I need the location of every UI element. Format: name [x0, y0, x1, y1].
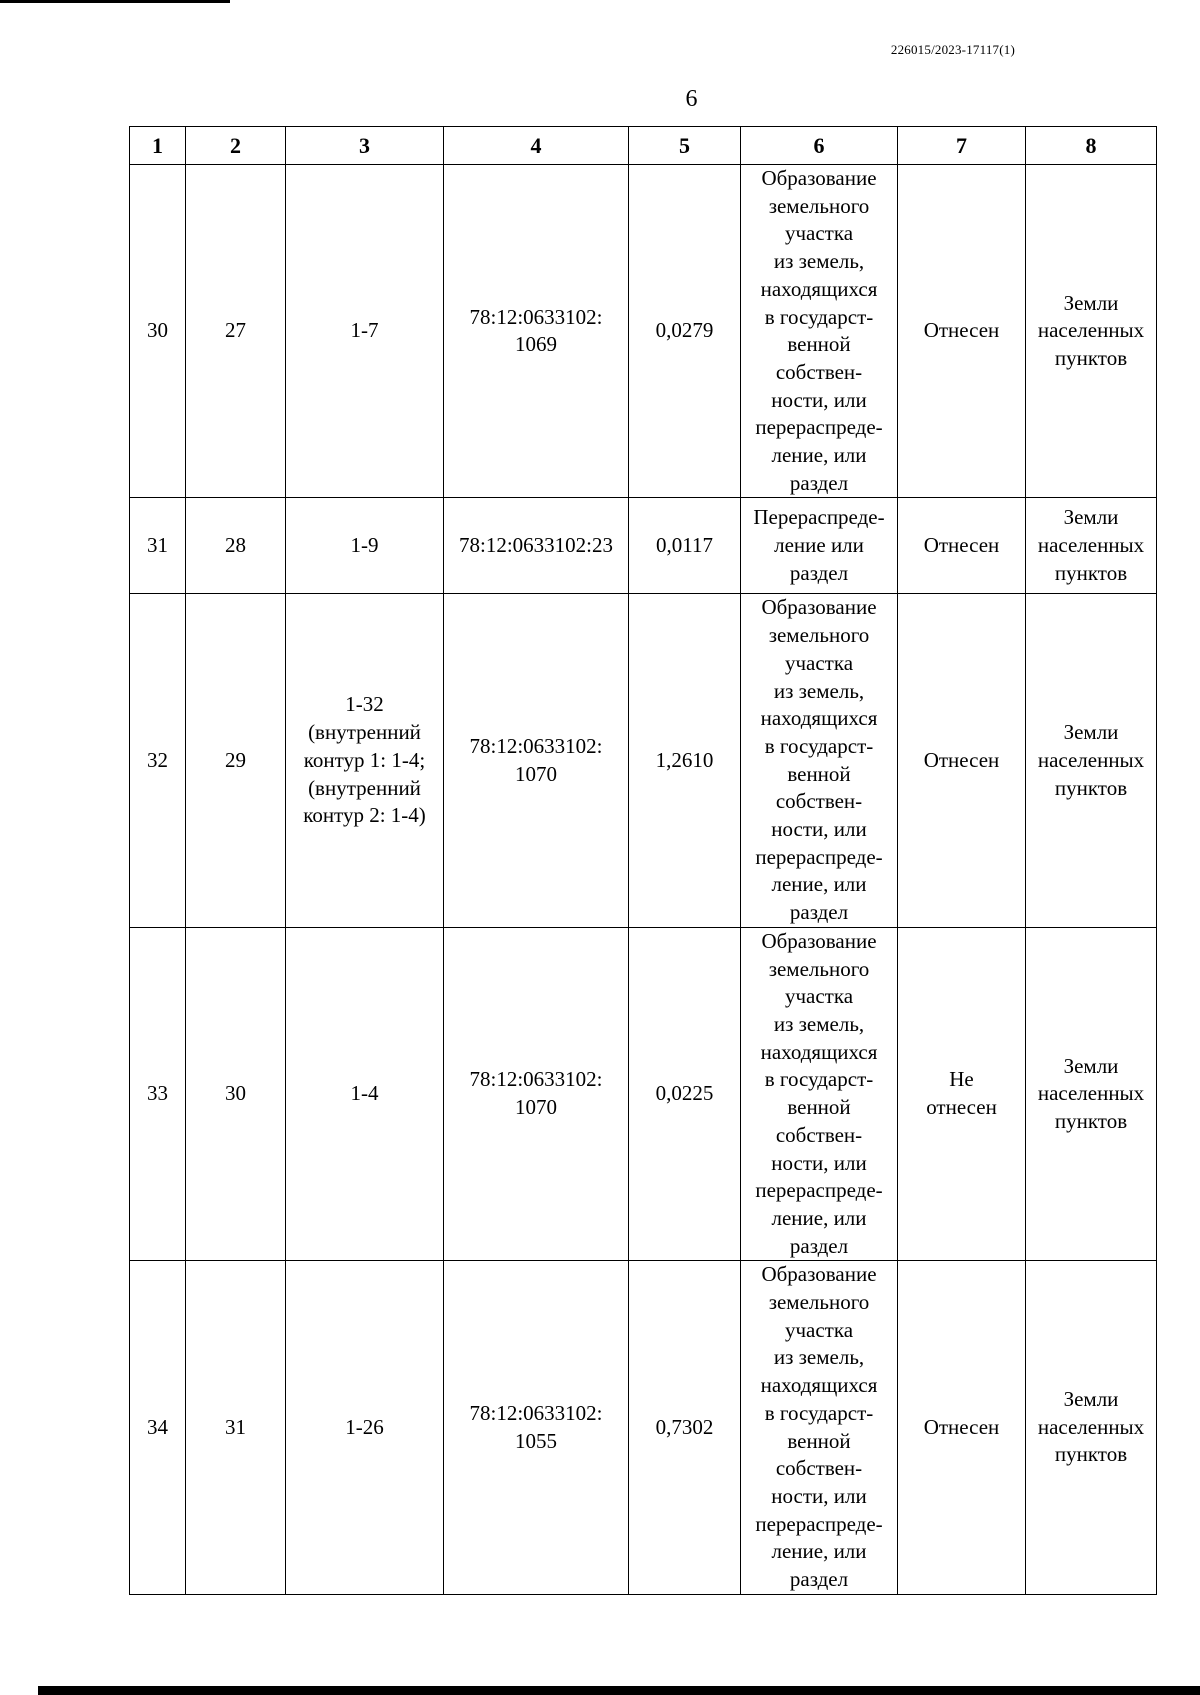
column-header: 4: [444, 127, 629, 165]
assignment-status: Отнесен: [898, 498, 1026, 594]
land-category: Земли населенных пунктов: [1026, 927, 1157, 1260]
assignment-status: Отнесен: [898, 165, 1026, 498]
table-header-row: [130, 127, 1157, 165]
cadastral-number: 78:12:0633102: 1070: [444, 594, 629, 927]
area-value: 0,7302: [629, 1261, 741, 1594]
formation-method: Образование земельного участка из земель, находящихся в государст- венной собствен- ности, или перераспреде- ление, или раздел: [741, 594, 898, 927]
boundary-points: 1-4: [286, 927, 444, 1260]
land-plot-table: [129, 126, 1157, 1595]
boundary-points: 1-7: [286, 165, 444, 498]
plot-number: 27: [186, 165, 286, 498]
plot-number: 30: [186, 927, 286, 1260]
formation-method: Образование земельного участка из земель, находящихся в государст- венной собствен- ности, или перераспреде- ление, или раздел: [741, 1261, 898, 1594]
column-header: 2: [186, 127, 286, 165]
area-value: 0,0279: [629, 165, 741, 498]
plot-number: 29: [186, 594, 286, 927]
column-header: 8: [1026, 127, 1157, 165]
assignment-status: Отнесен: [898, 1261, 1026, 1594]
assignment-status: Не отнесен: [898, 927, 1026, 1260]
land-category: Земли населенных пунктов: [1026, 1261, 1157, 1594]
land-category: Земли населенных пунктов: [1026, 594, 1157, 927]
plot-number: 31: [186, 1261, 286, 1594]
cadastral-number: 78:12:0633102: 1055: [444, 1261, 629, 1594]
formation-method: Образование земельного участка из земель, находящихся в государст- венной собствен- ности, или перераспреде- ление, или раздел: [741, 165, 898, 498]
assignment-status: Отнесен: [898, 594, 1026, 927]
cadastral-number: 78:12:0633102: 1070: [444, 927, 629, 1260]
table-row: [130, 498, 1157, 594]
boundary-points: 1-26: [286, 1261, 444, 1594]
row-number: 30: [130, 165, 186, 498]
formation-method: Образование земельного участка из земель, находящихся в государст- венной собствен- ности, или перераспреде- ление, или раздел: [741, 927, 898, 1260]
page-number: 6: [685, 86, 698, 112]
column-header: 5: [629, 127, 741, 165]
row-number: 31: [130, 498, 186, 594]
table-row: [130, 594, 1157, 927]
land-category: Земли населенных пунктов: [1026, 165, 1157, 498]
column-header: 1: [130, 127, 186, 165]
boundary-points: 1-9: [286, 498, 444, 594]
area-value: 0,0117: [629, 498, 741, 594]
row-number: 33: [130, 927, 186, 1260]
cadastral-number: 78:12:0633102:23: [444, 498, 629, 594]
top-rule: [0, 0, 230, 3]
table-row: [130, 927, 1157, 1260]
row-number: 32: [130, 594, 186, 927]
cadastral-number: 78:12:0633102: 1069: [444, 165, 629, 498]
row-number: 34: [130, 1261, 186, 1594]
table-row: [130, 165, 1157, 498]
column-header: 3: [286, 127, 444, 165]
plot-number: 28: [186, 498, 286, 594]
boundary-points: 1-32 (внутренний контур 1: 1-4; (внутренний контур 2: 1-4): [286, 594, 444, 927]
document-number: 226015/2023-17117(1): [890, 42, 1015, 57]
area-value: 0,0225: [629, 927, 741, 1260]
formation-method: Перераспреде- ление или раздел: [741, 498, 898, 594]
table-row: [130, 1261, 1157, 1594]
area-value: 1,2610: [629, 594, 741, 927]
column-header: 6: [741, 127, 898, 165]
column-header: 7: [898, 127, 1026, 165]
land-category: Земли населенных пунктов: [1026, 498, 1157, 594]
bottom-scan-edge: [38, 1686, 1200, 1695]
